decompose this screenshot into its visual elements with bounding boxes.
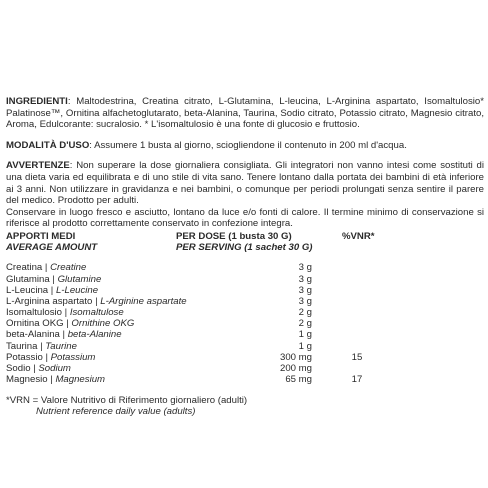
name-separator: |	[47, 374, 56, 386]
header-per-dose: PER DOSE (1 busta 30 G)	[176, 230, 292, 242]
nutrient-name-it: Isomaltulosio	[6, 307, 62, 319]
nutrient-name	[6, 274, 101, 286]
name-separator: |	[92, 295, 101, 307]
table-row	[6, 329, 484, 340]
nutrient-name	[6, 296, 187, 308]
footnote-line-2	[6, 406, 484, 417]
nutrient-name-it: Creatina	[6, 262, 43, 274]
table-spacer	[6, 253, 484, 262]
nutrient-name-en: Magnesium	[55, 374, 106, 386]
nutrient-name-it: Potassio	[6, 351, 43, 363]
nutrient-amount: 3 g	[298, 273, 312, 285]
nutrient-name-en: L-Arginine aspartate	[100, 295, 187, 307]
nutrient-name	[6, 374, 105, 386]
nutrient-vnr: 17	[351, 374, 363, 386]
table-row	[6, 262, 484, 273]
header-amounts: APPORTI MEDI	[6, 230, 76, 242]
table-row	[6, 318, 484, 329]
footnote-line-1: *VRN = Valore Nutritivo di Riferimento giornaliero (adulti)	[6, 395, 248, 407]
nutrient-name	[6, 285, 98, 297]
table-row	[6, 374, 484, 385]
nutrient-name-en: Glutamine	[57, 273, 102, 285]
ingredients-paragraph	[6, 96, 484, 131]
nutrient-amount: 1 g	[298, 340, 312, 352]
warnings-text: : Non superare la dose giornaliera consigliata. Gli integratori non vanno intesi come sostituti di una dieta varia ed equilibrata e di uno stile di vita sano. Tenere lontano dalla portata dei bambini di età inferiore ai 3 anni. Non utilizzare in gravidanza e nei bambini, o comunque per periodi prolungati senza sentire il parere del medico. Prodotto per adulti.	[6, 160, 484, 207]
nutrient-amount: 1 g	[298, 329, 312, 341]
nutrient-amount: 300 mg	[280, 351, 312, 363]
nutrient-name	[6, 307, 124, 319]
usage-paragraph	[6, 140, 484, 152]
nutrient-name-it: beta-Alanina	[6, 329, 60, 341]
usage-label: MODALITÀ D'USO	[6, 139, 90, 151]
ingredients-label: INGREDIENTI	[6, 96, 68, 107]
nutrient-name-it: Ornitina OKG	[6, 318, 64, 330]
subheader-per-serving: PER SERVING (1 sachet 30 G)	[176, 242, 313, 254]
nutrient-name-it: Sodio	[6, 363, 31, 374]
table-row	[6, 307, 484, 318]
nutrient-name-en: Creatine	[50, 262, 87, 274]
table-row	[6, 363, 484, 374]
name-separator: |	[37, 340, 46, 352]
footnote	[6, 395, 484, 417]
name-separator: |	[42, 351, 51, 363]
label-text-block	[6, 96, 484, 417]
nutrient-amount: 2 g	[298, 307, 312, 319]
nutrient-name	[6, 352, 95, 364]
nutrient-name-it: L-Arginina aspartato	[6, 295, 93, 307]
nutrient-name-it: Magnesio	[6, 374, 48, 386]
nutrient-name-en: Potassium	[50, 351, 96, 363]
nutrient-name-en: Ornithine OKG	[71, 318, 135, 330]
nutrient-name-en: beta-Alanine	[67, 329, 122, 341]
nutrient-name	[6, 262, 86, 274]
nutrient-amount: 2 g	[298, 318, 312, 330]
nutrient-name	[6, 318, 134, 330]
nutrient-amount: 3 g	[298, 262, 312, 274]
nutrition-table	[6, 231, 484, 385]
subheader-average-amount: AVERAGE AMOUNT	[6, 242, 98, 254]
ingredients-text: : Maltodestrina, Creatina citrato, L-Glutamina, L-leucina, L-Arginina aspartato, Isomaltulosio* Palatinose™, Ornitina alfachetoglutarato, beta-Alanina, Taurina, Sodio citrato, Potassio citrato, Magnesio citrato, Aroma, Edulcorante: sucralosio. * L'isomaltulosio è una fonte di glucosio e fruttosio.	[6, 96, 484, 131]
name-separator: |	[30, 363, 39, 374]
name-separator: |	[59, 329, 68, 341]
name-separator: |	[48, 284, 56, 296]
table-body	[6, 262, 484, 385]
nutrient-name-en: Sodium	[38, 363, 71, 374]
storage-paragraph: Conservare in luogo fresco e asciutto, lontano da luce e/o fonti di calore. Il termine minimo di conservazione si riferisce al prodotto correttamente conservato in confezione integra.	[6, 206, 484, 230]
name-separator: |	[49, 273, 58, 285]
table-row	[6, 296, 484, 307]
table-row	[6, 341, 484, 352]
nutrient-name	[6, 341, 77, 353]
warnings-paragraph	[6, 160, 484, 206]
nutrient-name	[6, 363, 71, 375]
header-vnr: %VNR*	[342, 230, 375, 242]
table-subheader-row	[6, 242, 484, 253]
table-row	[6, 352, 484, 363]
nutrient-name-it: L-Leucina	[6, 284, 49, 296]
footnote-line-2-text: Nutrient reference daily value (adults)	[36, 406, 196, 418]
nutrient-name-en: Isomaltulose	[69, 307, 124, 319]
nutrient-name-en: L-Leucine	[55, 284, 99, 296]
nutrient-amount: 65 mg	[285, 374, 312, 386]
nutrient-name-it: Taurina	[6, 340, 38, 352]
nutrient-vnr: 15	[351, 351, 363, 363]
nutrient-amount: 200 mg	[280, 363, 312, 374]
usage-text: : Assumere 1 busta al giorno, sciogliendone il contenuto in 200 ml d'acqua.	[89, 139, 407, 151]
nutrient-amount: 3 g	[298, 284, 312, 296]
warnings-label: AVVERTENZE	[6, 160, 70, 172]
nutrient-name-it: Glutamina	[6, 273, 50, 285]
table-row	[6, 274, 484, 285]
nutrient-name	[6, 329, 122, 341]
name-separator: |	[62, 307, 70, 319]
name-separator: |	[63, 318, 72, 330]
table-row	[6, 285, 484, 296]
name-separator: |	[42, 262, 51, 274]
table-header-row	[6, 231, 484, 242]
nutrient-name-en: Taurine	[45, 340, 77, 352]
nutrient-amount: 3 g	[298, 295, 312, 307]
